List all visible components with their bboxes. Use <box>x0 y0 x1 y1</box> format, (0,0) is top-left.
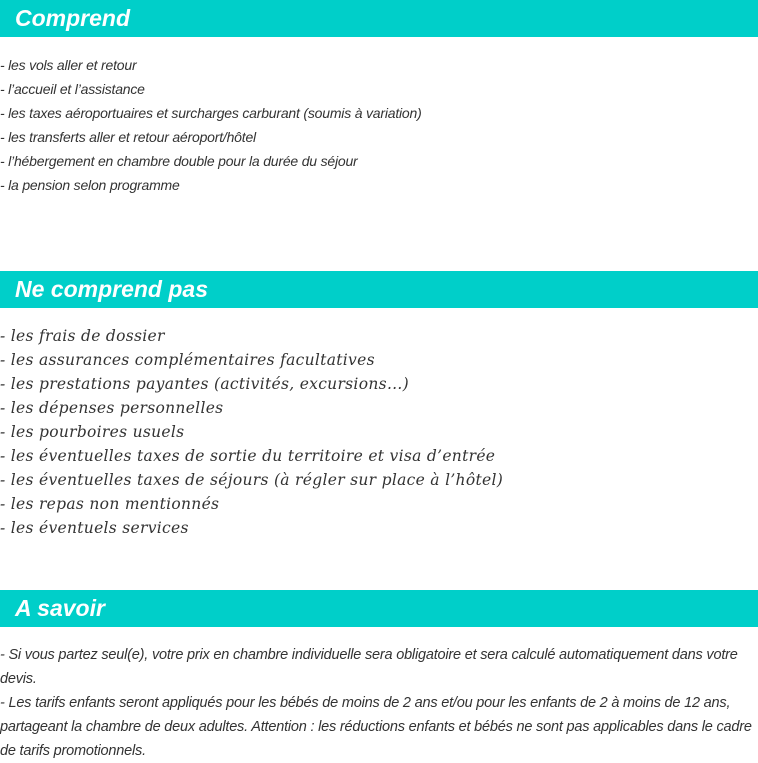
a-savoir-title: A savoir <box>15 595 105 621</box>
ne-comprend-pas-list <box>0 324 503 540</box>
list-item: - les éventuelles taxes de séjours (à régler sur place à l’hôtel) <box>0 471 504 489</box>
comprend-list <box>0 53 422 197</box>
ne-comprend-pas-header <box>0 271 758 308</box>
list-item: - les éventuelles taxes de sortie du territoire et visa d’entrée <box>0 447 496 465</box>
list-item: - les éventuels services <box>0 519 189 537</box>
comprend-header <box>0 0 758 37</box>
a-savoir-content <box>0 643 756 763</box>
ne-comprend-pas-title: Ne comprend pas <box>15 276 208 302</box>
list-item: - les taxes aéroportuaires et surcharges carburant (soumis à variation) <box>0 105 422 121</box>
list-item: - les transferts aller et retour aéroport/hôtel <box>0 129 256 145</box>
a-savoir-header <box>0 590 758 627</box>
list-item: - les vols aller et retour <box>0 57 137 73</box>
list-item: - les assurances complémentaires facultatives <box>0 351 375 369</box>
list-item: - l’hébergement en chambre double pour la durée du séjour <box>0 153 358 169</box>
list-item: - les frais de dossier <box>0 327 165 345</box>
list-item: - la pension selon programme <box>0 177 180 193</box>
list-item: - l’accueil et l’assistance <box>0 81 145 97</box>
comprend-title: Comprend <box>15 5 130 31</box>
list-item: - les prestations payantes (activités, excursions…) <box>0 375 410 393</box>
list-item: - les dépenses personnelles <box>0 399 224 417</box>
a-savoir-paragraph: - Les tarifs enfants seront appliqués pour les bébés de moins de 2 ans et/ou pour les enfants de 2 à moins de 12 ans, partageant la chambre de deux adultes. Attention : les réductions enfants et bébés ne sont pas applicables dans le cadre de tarifs promotionnels. <box>0 695 752 759</box>
list-item: - les repas non mentionnés <box>0 495 220 513</box>
a-savoir-paragraph: - Si vous partez seul(e), votre prix en chambre individuelle sera obligatoire et sera calculé automatiquement dans votre devis. <box>0 647 738 687</box>
list-item: - les pourboires usuels <box>0 423 185 441</box>
